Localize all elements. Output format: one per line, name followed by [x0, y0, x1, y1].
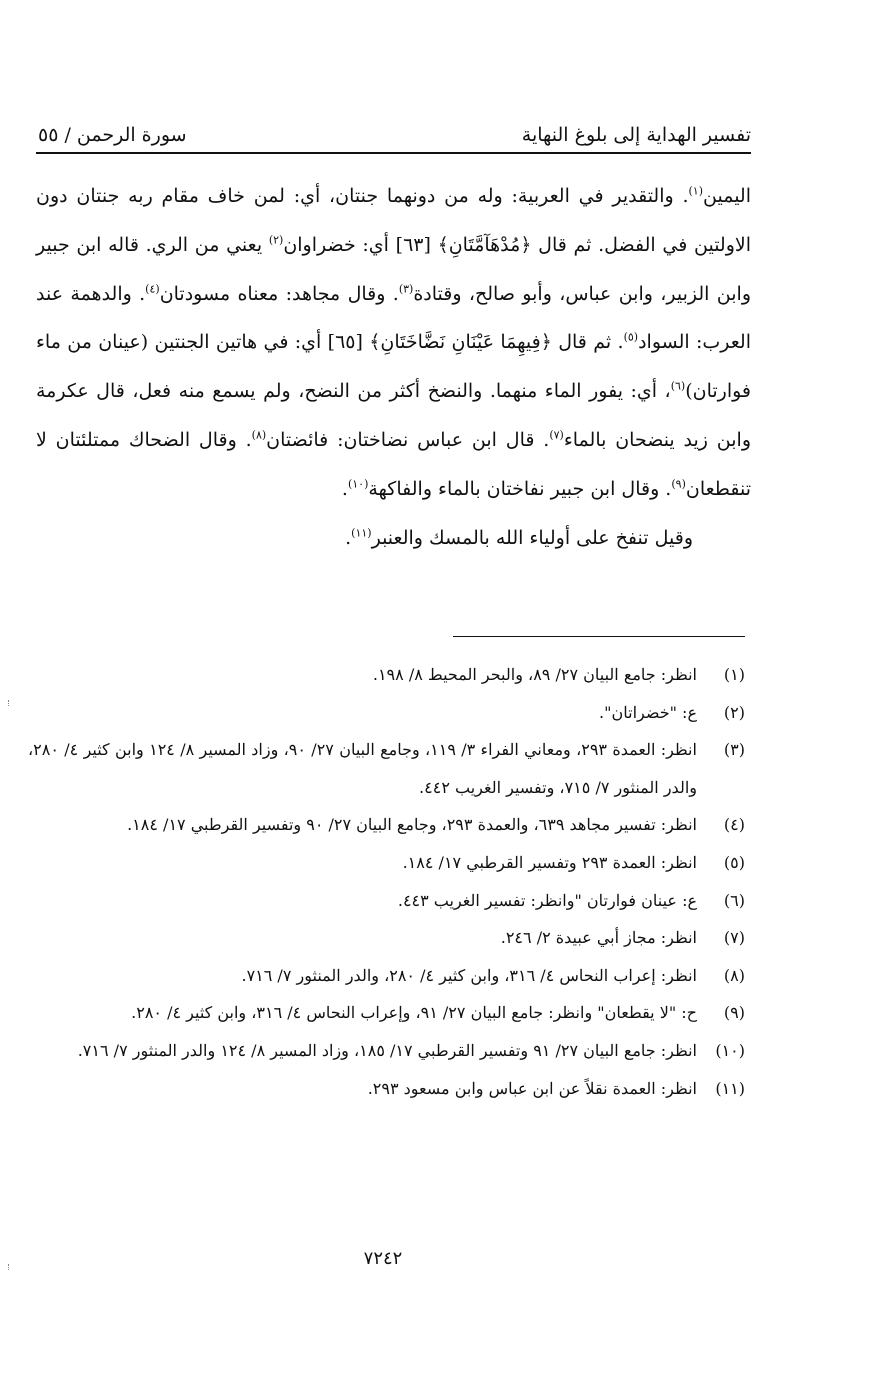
footnote-ref: (٦)	[670, 379, 686, 393]
text-run: ، أي: يفور الماء منهما. والنضخ أكثر من النضح، ولم يسمع منه فعل، قال عكرمة وابن زيد ينضحان بالماء	[36, 380, 751, 451]
footnote-text: انظر: العمدة ٢٩٣ وتفسير القرطبي ١٧/ ١٨٤.	[402, 852, 697, 872]
header-rule	[36, 152, 751, 154]
text-run: .	[345, 526, 352, 549]
footnote-item	[28, 919, 745, 957]
footnote-item	[28, 731, 745, 806]
footnote-item	[28, 694, 745, 732]
footnote-item	[28, 957, 745, 995]
footnote-ref: (١١)	[351, 526, 372, 540]
text-run: . وقال مجاهد: معناه مسودتان	[159, 282, 399, 305]
footnote-item	[28, 656, 745, 694]
text-run: وقيل تنفخ على أولياء الله بالمسك والعنبر	[371, 526, 693, 549]
footnote-text: انظر: إعراب النحاس ٤/ ٣١٦، وابن كثير ٤/ ٢٨٠، والدر المنثور ٧/ ٧١٦.	[241, 965, 697, 985]
footnote-ref: (٣)	[398, 282, 414, 296]
footnote-number: (٣)	[723, 740, 745, 760]
footnote-ref: (٢)	[268, 233, 284, 247]
paragraph-2	[36, 514, 751, 563]
footnote-number: (١٠)	[715, 1040, 745, 1060]
text-run: . ثم قال ﴿فِيهِمَا عَيْنَانِ نَضَّاخَتَانِ﴾ [٦٥] أي: في هاتين الجنتين (عينان من ماء فوارتان)	[36, 331, 751, 403]
footnote-item	[28, 882, 745, 920]
book-title: تفسير الهداية إلى بلوغ النهاية	[521, 124, 751, 146]
footnote-text: انظر: مجاز أبي عبيدة ٢/ ٢٤٦.	[500, 928, 697, 948]
text-run: اليمين	[703, 185, 751, 207]
footnote-ref: (١٠)	[347, 477, 369, 491]
footnote-number: (٥)	[723, 852, 745, 872]
surah-reference: سورة الرحمن / ٥٥	[38, 124, 187, 146]
footnote-rule	[453, 636, 745, 637]
text-run: .	[341, 477, 348, 500]
text-run: . وقال الضحاك ممتلئتان لا تنقطعان	[36, 428, 751, 500]
footnote-ref: (٧)	[549, 428, 564, 442]
text-run: . والدهمة عند العرب: السواد	[36, 282, 751, 354]
footnote-number: (٨)	[723, 965, 745, 985]
footnote-number: (١)	[723, 665, 745, 684]
footnote-text: انظر: العمدة ٢٩٣، ومعاني الفراء ٣/ ١١٩، وجامع البيان ٢٧/ ٩٠، وزاد المسير ٨/ ١٢٤ وابن كثير ٤/ ٢٨٠، والدر المنثور ٧/ ٧١٥، وتفسير الغريب ٤٤٢.	[28, 740, 697, 797]
footnote-text: ع: "خضراتان".	[599, 702, 697, 722]
footnote-ref: (١)	[688, 184, 704, 198]
footnote-item	[28, 1070, 745, 1108]
footnote-item	[28, 1032, 745, 1070]
footnote-item	[28, 806, 745, 844]
footnotes	[28, 656, 745, 1107]
text-run: . وقال ابن جبير نفاختان بالماء والفاكهة	[368, 477, 672, 500]
text-run: . والتقدير في العربية: وله من دونهما جنتان، أي: لمن خاف مقام ربه جنتان دون الاولتين في الفضل. ثم قال ﴿مُدْهَآمَّتَانِ﴾ [٦٣] أي: خضراوان	[36, 185, 752, 256]
paragraph-1	[36, 172, 751, 514]
footnote-item	[28, 844, 745, 882]
edge-mark	[8, 1264, 13, 1270]
footnote-text: انظر: جامع البيان ٢٧/ ٨٩، والبحر المحيط ٨/ ١٩٨.	[372, 665, 697, 684]
running-header	[38, 112, 751, 146]
footnote-ref: (٨)	[251, 428, 267, 442]
footnote-number: (٤)	[723, 815, 745, 835]
footnote-ref: (٤)	[145, 282, 160, 296]
text-run: . قال ابن عباس نضاختان: فائضتان	[266, 428, 550, 451]
text-run: يعني من الري. قاله ابن جبير وابن الزبير، وابن عباس، وأبو صالح، وقتادة	[36, 233, 751, 305]
footnote-text: انظر: العمدة نقلاً عن ابن عباس وابن مسعود ٢٩٣.	[367, 1078, 697, 1098]
footnote-number: (١١)	[715, 1078, 745, 1098]
footnote-item	[28, 994, 745, 1032]
main-text	[36, 172, 751, 562]
footnote-text: انظر: تفسير مجاهد ٦٣٩، والعمدة ٢٩٣، وجامع البيان ٢٧/ ٩٠ وتفسير القرطبي ١٧/ ١٨٤.	[127, 815, 697, 835]
footnote-number: (٦)	[723, 890, 745, 910]
footnote-ref: (٩)	[671, 477, 686, 491]
footnote-text: ح: "لا يقطعان" وانظر: جامع البيان ٢٧/ ٩١، وإعراب النحاس ٤/ ٣١٦، وابن كثير ٤/ ٢٨٠.	[131, 1003, 697, 1023]
footnote-text: ع: عينان فوارتان "وانظر: تفسير الغريب ٤٤٣.	[397, 890, 697, 910]
footnote-number: (٢)	[723, 702, 745, 722]
footnote-number: (٧)	[723, 928, 745, 948]
page-number: ٧٢٤٢	[363, 1248, 403, 1269]
edge-mark	[8, 700, 13, 706]
footnote-number: (٩)	[723, 1003, 745, 1023]
footnote-text: انظر: جامع البيان ٢٧/ ٩١ وتفسير القرطبي ١٧/ ١٨٥، وزاد المسير ٨/ ١٢٤ والدر المنثور ٧/ ٧١٦.	[77, 1040, 697, 1060]
footnote-ref: (٥)	[623, 331, 639, 345]
